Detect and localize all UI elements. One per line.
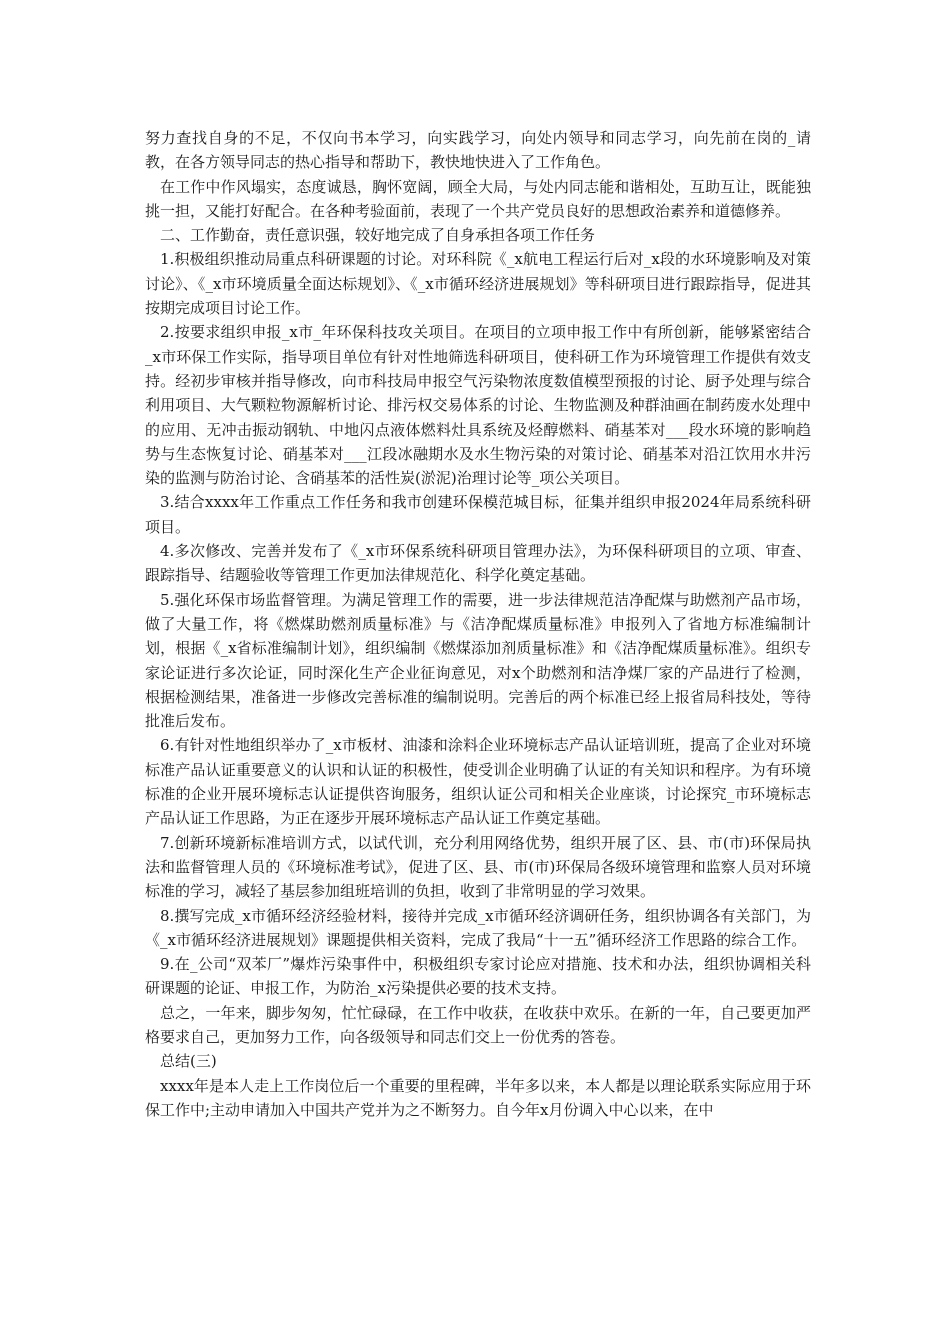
list-item-1: 1.积极组织推动局重点科研课题的讨论。对环科院《_x航电工程运行后对_x段的水环境影响及对策讨论》、《_x市环境质量全面达标规划》、《_x市循环经济进展规划》等科研项目进行跟踪指导，促进其按期完成项目讨论工作。 bbox=[145, 250, 811, 318]
list-item-6: 6.有针对性地组织举办了_x市板材、油漆和涂料企业环境标志产品认证培训班，提高了企业对环境标准产品认证重要意义的认识和认证的积极性，使受训企业明确了认证的有关知识和程序。为有环境标准的企业开展环境标志认证提供咨询服务，组织认证公司和相关企业座谈，讨论探究_市环境标志产品认证工作思路，为正在逐步开展环境标志产品认证工作奠定基础。 bbox=[145, 736, 811, 828]
list-item-2: 2.按要求组织申报_x市_年环保科技攻关项目。在项目的立项申报工作中有所创新，能够紧密结合_x市环保工作实际，指导项目单位有针对性地筛选科研项目，使科研工作为环境管理工作提供有效支持。经初步审核并指导修改，向市科技局申报空气污染物浓度数值模型预报的讨论、厨予处理与综合利用项目、大气颗粒物源解析讨论、排污权交易体系的讨论、生物监测及种群油画在制药废水处理中的应用、无冲击振动钢轨、中地闪点液体燃料灶具系统及烃醇燃料、硝基苯对___段水环境的影响趋势与生态恢复讨论、硝基苯对___江段冰融期水及水生物污染的对策讨论、硝基苯对沿江饮用水井污染的监测与防治讨论、含硝基苯的活性炭(淤泥)治理讨论等_项公关项目。 bbox=[145, 323, 811, 488]
paragraph-2: 在工作中作风塌实，态度诚恳，胸怀宽阔，顾全大局，与处内同志能和谐相处，互助互让，既能独挑一担，又能打好配合。在各种考验面前，表现了一个共产党员良好的思想政治素养和道德修养。 bbox=[145, 177, 811, 220]
list-item-9: 9.在_公司“双苯厂”爆炸污染事件中，积极组织专家讨论应对措施、技术和办法，组织协调相关科研课题的论证、申报工作，为防治_x污染提供必要的技术支持。 bbox=[145, 955, 811, 998]
document-page bbox=[145, 126, 811, 1122]
list-item-3: 3.结合xxxx年工作重点工作任务和我市创建环保模范城目标，征集并组织申报2024年局系统科研项目。 bbox=[145, 493, 811, 536]
list-item-4: 4.多次修改、完善并发布了《_x市环保系统科研项目管理办法》，为环保科研项目的立项、审查、跟踪指导、结题验收等管理工作更加法律规范化、科学化奠定基础。 bbox=[145, 542, 811, 585]
conclusion-paragraph: 总之，一年来，脚步匆匆，忙忙碌碌，在工作中收获，在收获中欢乐。在新的一年，自己要更加严格要求自己，更加努力工作，向各级领导和同志们交上一份优秀的答卷。 bbox=[145, 1003, 811, 1046]
list-item-7: 7.创新环境新标准培训方式，以试代训，充分利用网络优势，组织开展了区、县、市(市)环保局执法和监督管理人员的《环境标准考试》，促进了区、县、市(市)环保局各级环境管理和监察人员对环境标准的学习，减轻了基层参加组班培训的负担，收到了非常明显的学习效果。 bbox=[145, 833, 811, 901]
list-item-8: 8.撰写完成_x市循环经济经验材料，接待并完成_x市循环经济调研任务，组织协调各有关部门，为《_x市循环经济进展规划》课题提供相关资料，完成了我局“十一五”循环经济工作思路的综合工作。 bbox=[145, 906, 811, 949]
paragraph-1: 努力查找自身的不足，不仅向书本学习，向实践学习，向处内领导和同志学习，向先前在岗的_请教，在各方领导同志的热心指导和帮助下，教快地快进入了工作角色。 bbox=[145, 129, 811, 172]
section-heading-2: 二、工作勤奋，责任意识强，较好地完成了自身承担各项工作任务 bbox=[160, 226, 596, 245]
section-title-summary-3: 总结(三) bbox=[160, 1052, 217, 1071]
list-item-5: 5.强化环保市场监督管理。为满足管理工作的需要，进一步法律规范洁净配煤与助燃剂产品市场，做了大量工作，将《燃煤助燃剂质量标准》与《洁净配煤质量标准》申报列入了省地方标准编制计划，根据《_x省标准编制计划》，组织编制《燃煤添加剂质量标准》和《洁净配煤质量标准》。组织专家论证进行多次论证，同时深化生产企业征询意见，对x个助燃剂和洁净煤厂家的产品进行了检测，根据检测结果，准备进一步修改完善标准的编制说明。完善后的两个标准已经上报省局科技处，等待批准后发布。 bbox=[145, 590, 811, 731]
paragraph-summary-3-intro: xxxx年是本人走上工作岗位后一个重要的里程碑，半年多以来，本人都是以理论联系实际应用于环保工作中;主动申请加入中国共产党并为之不断努力。自今年x月份调入中心以来，在中 bbox=[145, 1076, 811, 1119]
